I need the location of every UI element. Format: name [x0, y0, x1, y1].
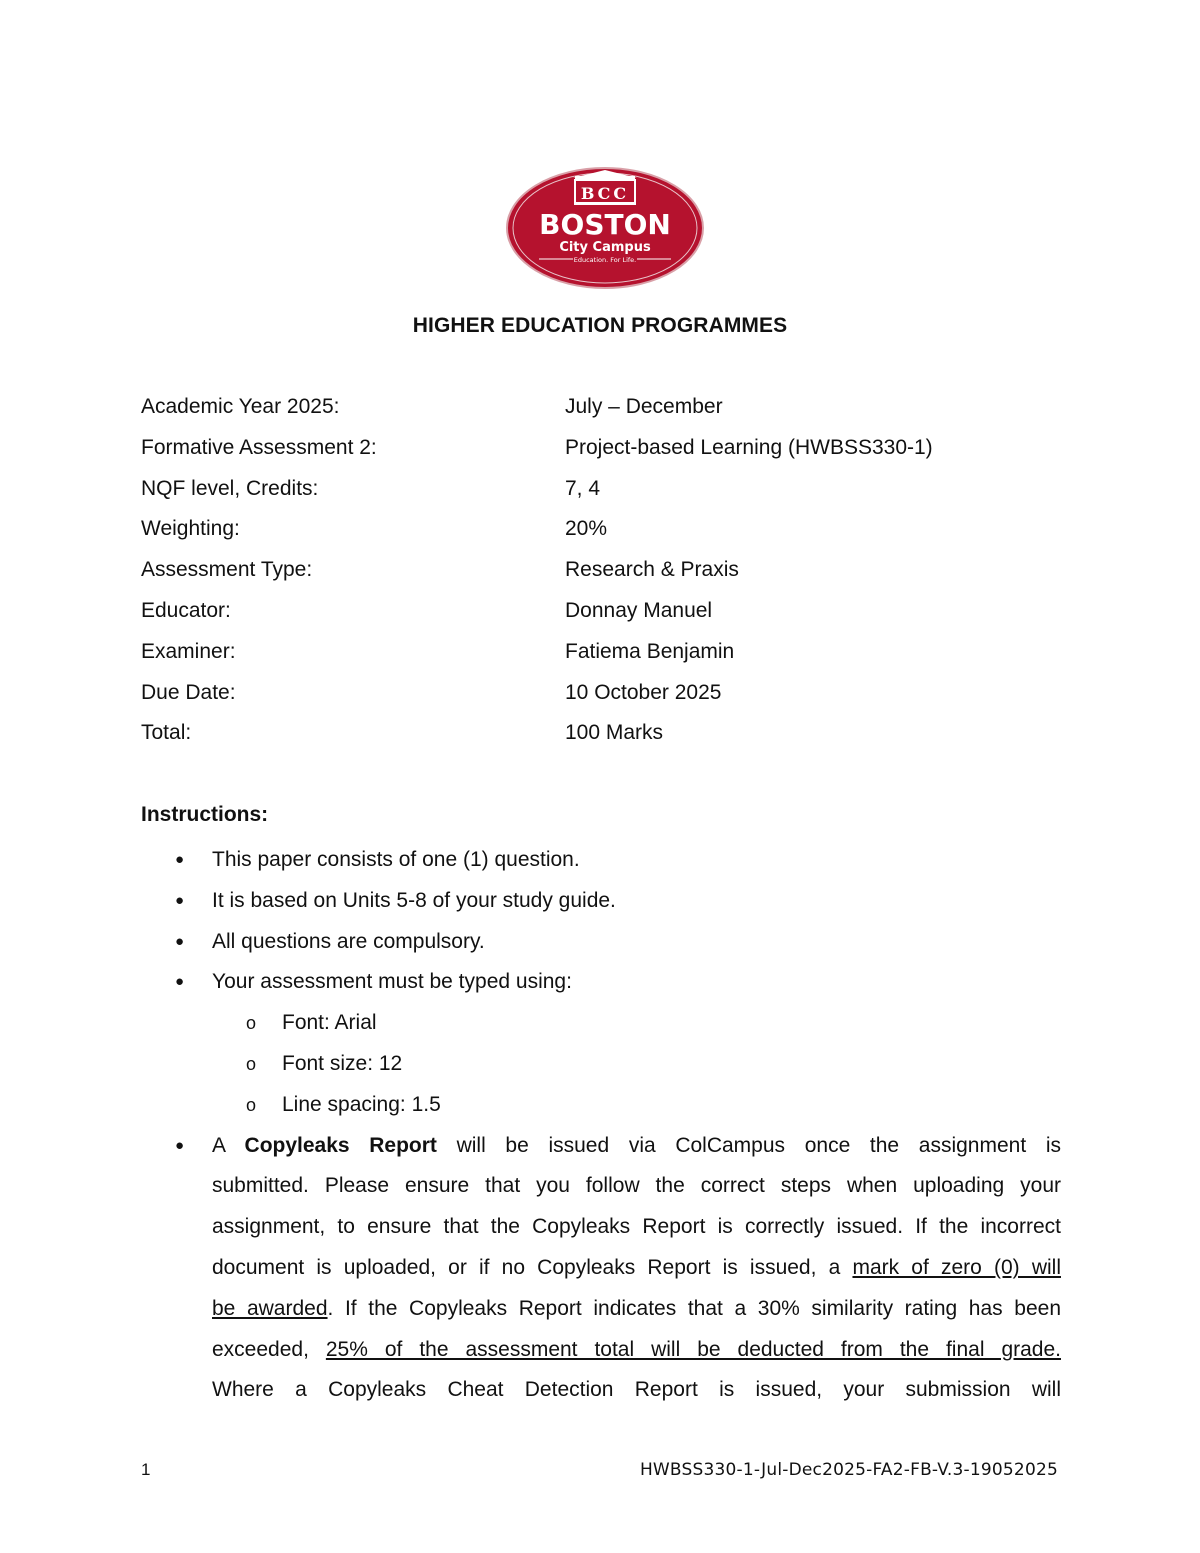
info-label: Due Date: [141, 680, 236, 704]
info-label: Total: [141, 721, 192, 745]
bullet-icon: ● [175, 891, 185, 909]
list-item-copyleaks [141, 1126, 1061, 1412]
bullet-icon: ● [175, 973, 185, 991]
document-code: HWBSS330-1-Jul-Dec2025-FA2-FB-V.3-19052025 [639, 1460, 1058, 1480]
info-label: Academic Year 2025: [141, 395, 340, 418]
sub-list-item: o Font: Arial [141, 1003, 1061, 1044]
logo-name: BOSTON [539, 208, 671, 241]
sub-list-item: o Font size: 12 [141, 1044, 1061, 1085]
paragraph-line: exceeded, 25% of the assessment total will be deducted from the final grade. [212, 1337, 1061, 1361]
info-label: Formative Assessment 2: [141, 435, 377, 459]
paragraph-line: document is uploaded, or if no Copyleaks Report is issued, a mark of zero (0) will [212, 1255, 1061, 1279]
paragraph-line: A Copyleaks Report will be issued via ColCampus once the assignment is [212, 1133, 1061, 1157]
page-heading: HIGHER EDUCATION PROGRAMMES [412, 314, 788, 337]
list-item: ● Your assessment must be typed using: [141, 962, 1061, 1003]
info-value: 100 Marks [565, 721, 664, 745]
info-label: Examiner: [141, 639, 236, 663]
sub-list-item: o Line spacing: 1.5 [141, 1085, 1061, 1126]
circle-bullet-icon: o [246, 1094, 257, 1115]
circle-bullet-icon: o [246, 1013, 257, 1034]
info-value: 20% [565, 517, 608, 541]
bullet-icon: ● [175, 1136, 185, 1154]
info-value: Fatiema Benjamin [565, 639, 735, 663]
circle-bullet-icon: o [246, 1053, 257, 1074]
list-item: ● It is based on Units 5-8 of your study guide. [141, 881, 1061, 922]
info-value: Research & Praxis [565, 558, 739, 582]
instructions-list [141, 840, 1061, 1411]
logo-initials: BCC [580, 184, 630, 203]
info-label: Assessment Type: [141, 558, 313, 582]
info-value: 7, 4 [565, 476, 601, 500]
logo-subtitle: City Campus [559, 240, 651, 255]
boston-city-campus-logo [505, 166, 705, 290]
page-number: 1 [141, 1460, 151, 1479]
paragraph-line: Where a Copyleaks Cheat Detection Report is issued, your submission will [212, 1378, 1061, 1402]
paragraph-line: be awarded. If the Copyleaks Report indicates that a 30% similarity rating has been [212, 1296, 1061, 1320]
info-value: Project-based Learning (HWBSS330-1) [565, 435, 933, 459]
bullet-icon: ● [175, 932, 185, 950]
info-label: Weighting: [141, 517, 240, 541]
info-value: 10 October 2025 [565, 680, 722, 704]
info-label: Educator: [141, 598, 231, 622]
list-item: ● All questions are compulsory. [141, 922, 1061, 963]
info-label: NQF level, Credits: [141, 476, 319, 500]
instructions-title: Instructions: [141, 803, 269, 826]
info-value: Donnay Manuel [565, 598, 713, 622]
paragraph-line: assignment, to ensure that the Copyleaks Report is correctly issued. If the incorrect [212, 1215, 1061, 1239]
list-item: ● This paper consists of one (1) question. [141, 840, 1061, 881]
paragraph-line: submitted. Please ensure that you follow the correct steps when uploading your [212, 1174, 1061, 1198]
info-value: July – December [565, 395, 723, 418]
logo-tagline: Education. For Life. [573, 256, 637, 264]
bullet-icon: ● [175, 851, 185, 868]
